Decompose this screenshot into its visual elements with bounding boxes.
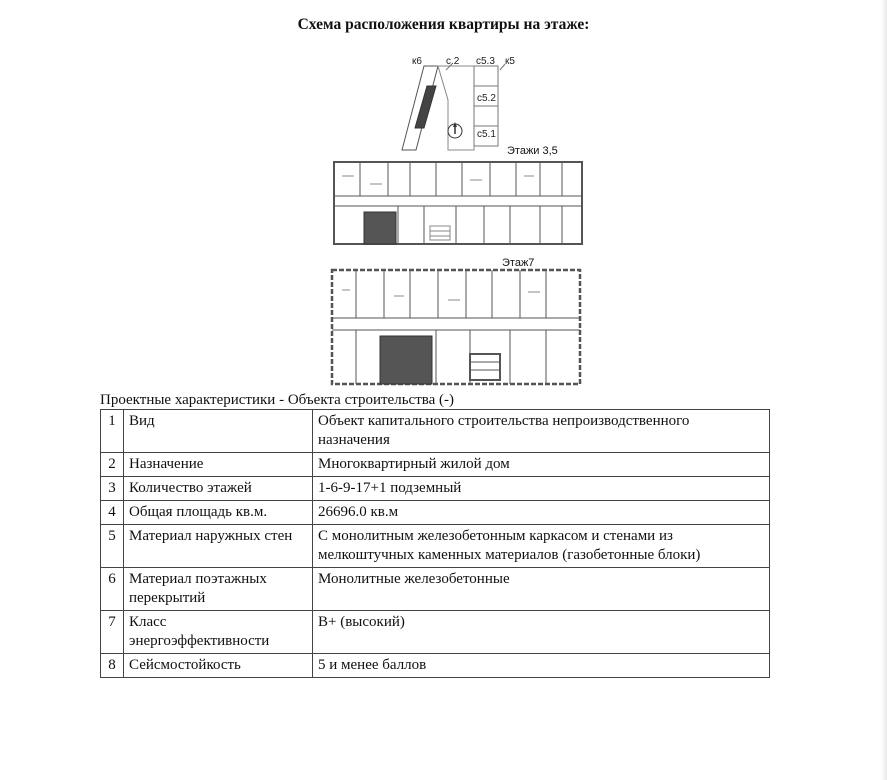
table-row — [101, 525, 770, 568]
floor-plan-label-7: Этаж7 — [502, 257, 535, 269]
table-row — [101, 453, 770, 477]
row-name: Вид — [124, 410, 313, 453]
floor-plan-label-3-5: Этажи 3,5 — [507, 145, 558, 157]
row-number: 5 — [101, 525, 124, 568]
table-row — [101, 611, 770, 654]
row-name: Общая площадь кв.м. — [124, 501, 313, 525]
page-edge-shadow — [881, 0, 887, 780]
table-row — [101, 654, 770, 678]
row-value: 1-6-9-17+1 подземный — [313, 477, 770, 501]
characteristics-table — [100, 409, 770, 678]
row-name: Количество этажей — [124, 477, 313, 501]
characteristics-caption: Проектные характеристики - Объекта строительства (-) — [100, 392, 455, 408]
site-label-c52: с5.2 — [477, 93, 496, 104]
table-row — [101, 477, 770, 501]
row-number: 4 — [101, 501, 124, 525]
row-number: 6 — [101, 568, 124, 611]
table-row — [101, 410, 770, 453]
row-name: Материал поэтажных перекрытий — [124, 568, 313, 611]
row-number: 8 — [101, 654, 124, 678]
row-name: Сейсмостойкость — [124, 654, 313, 678]
row-value: Монолитные железобетонные — [313, 568, 770, 611]
row-name: Материал наружных стен — [124, 525, 313, 568]
row-name: Назначение — [124, 453, 313, 477]
site-label-c51: с5.1 — [477, 129, 496, 140]
site-label-c53: с5.3 — [476, 56, 495, 67]
row-value: B+ (высокий) — [313, 611, 770, 654]
highlighted-apartment-7 — [380, 336, 432, 384]
row-value: Объект капитального строительства непроизводственного назначения — [313, 410, 770, 453]
floor-plan-7 — [332, 270, 580, 384]
row-value: 5 и менее баллов — [313, 654, 770, 678]
site-label-k5: к5 — [505, 56, 515, 67]
row-value: 26696.0 кв.м — [313, 501, 770, 525]
row-number: 3 — [101, 477, 124, 501]
row-value: Многоквартирный жилой дом — [313, 453, 770, 477]
row-number: 2 — [101, 453, 124, 477]
document-title: Схема расположения квартиры на этаже: — [297, 16, 590, 33]
site-label-c2: с.2 — [446, 56, 460, 67]
site-label-k6: к6 — [412, 56, 422, 67]
row-number: 1 — [101, 410, 124, 453]
row-number: 7 — [101, 611, 124, 654]
row-name: Класс энергоэффективности — [124, 611, 313, 654]
table-row — [101, 568, 770, 611]
row-value: С монолитным железобетонным каркасом и стенами из мелкоштучных каменных материалов (газобетонные блоки) — [313, 525, 770, 568]
table-row — [101, 501, 770, 525]
highlighted-apartment-3-5 — [364, 212, 396, 244]
